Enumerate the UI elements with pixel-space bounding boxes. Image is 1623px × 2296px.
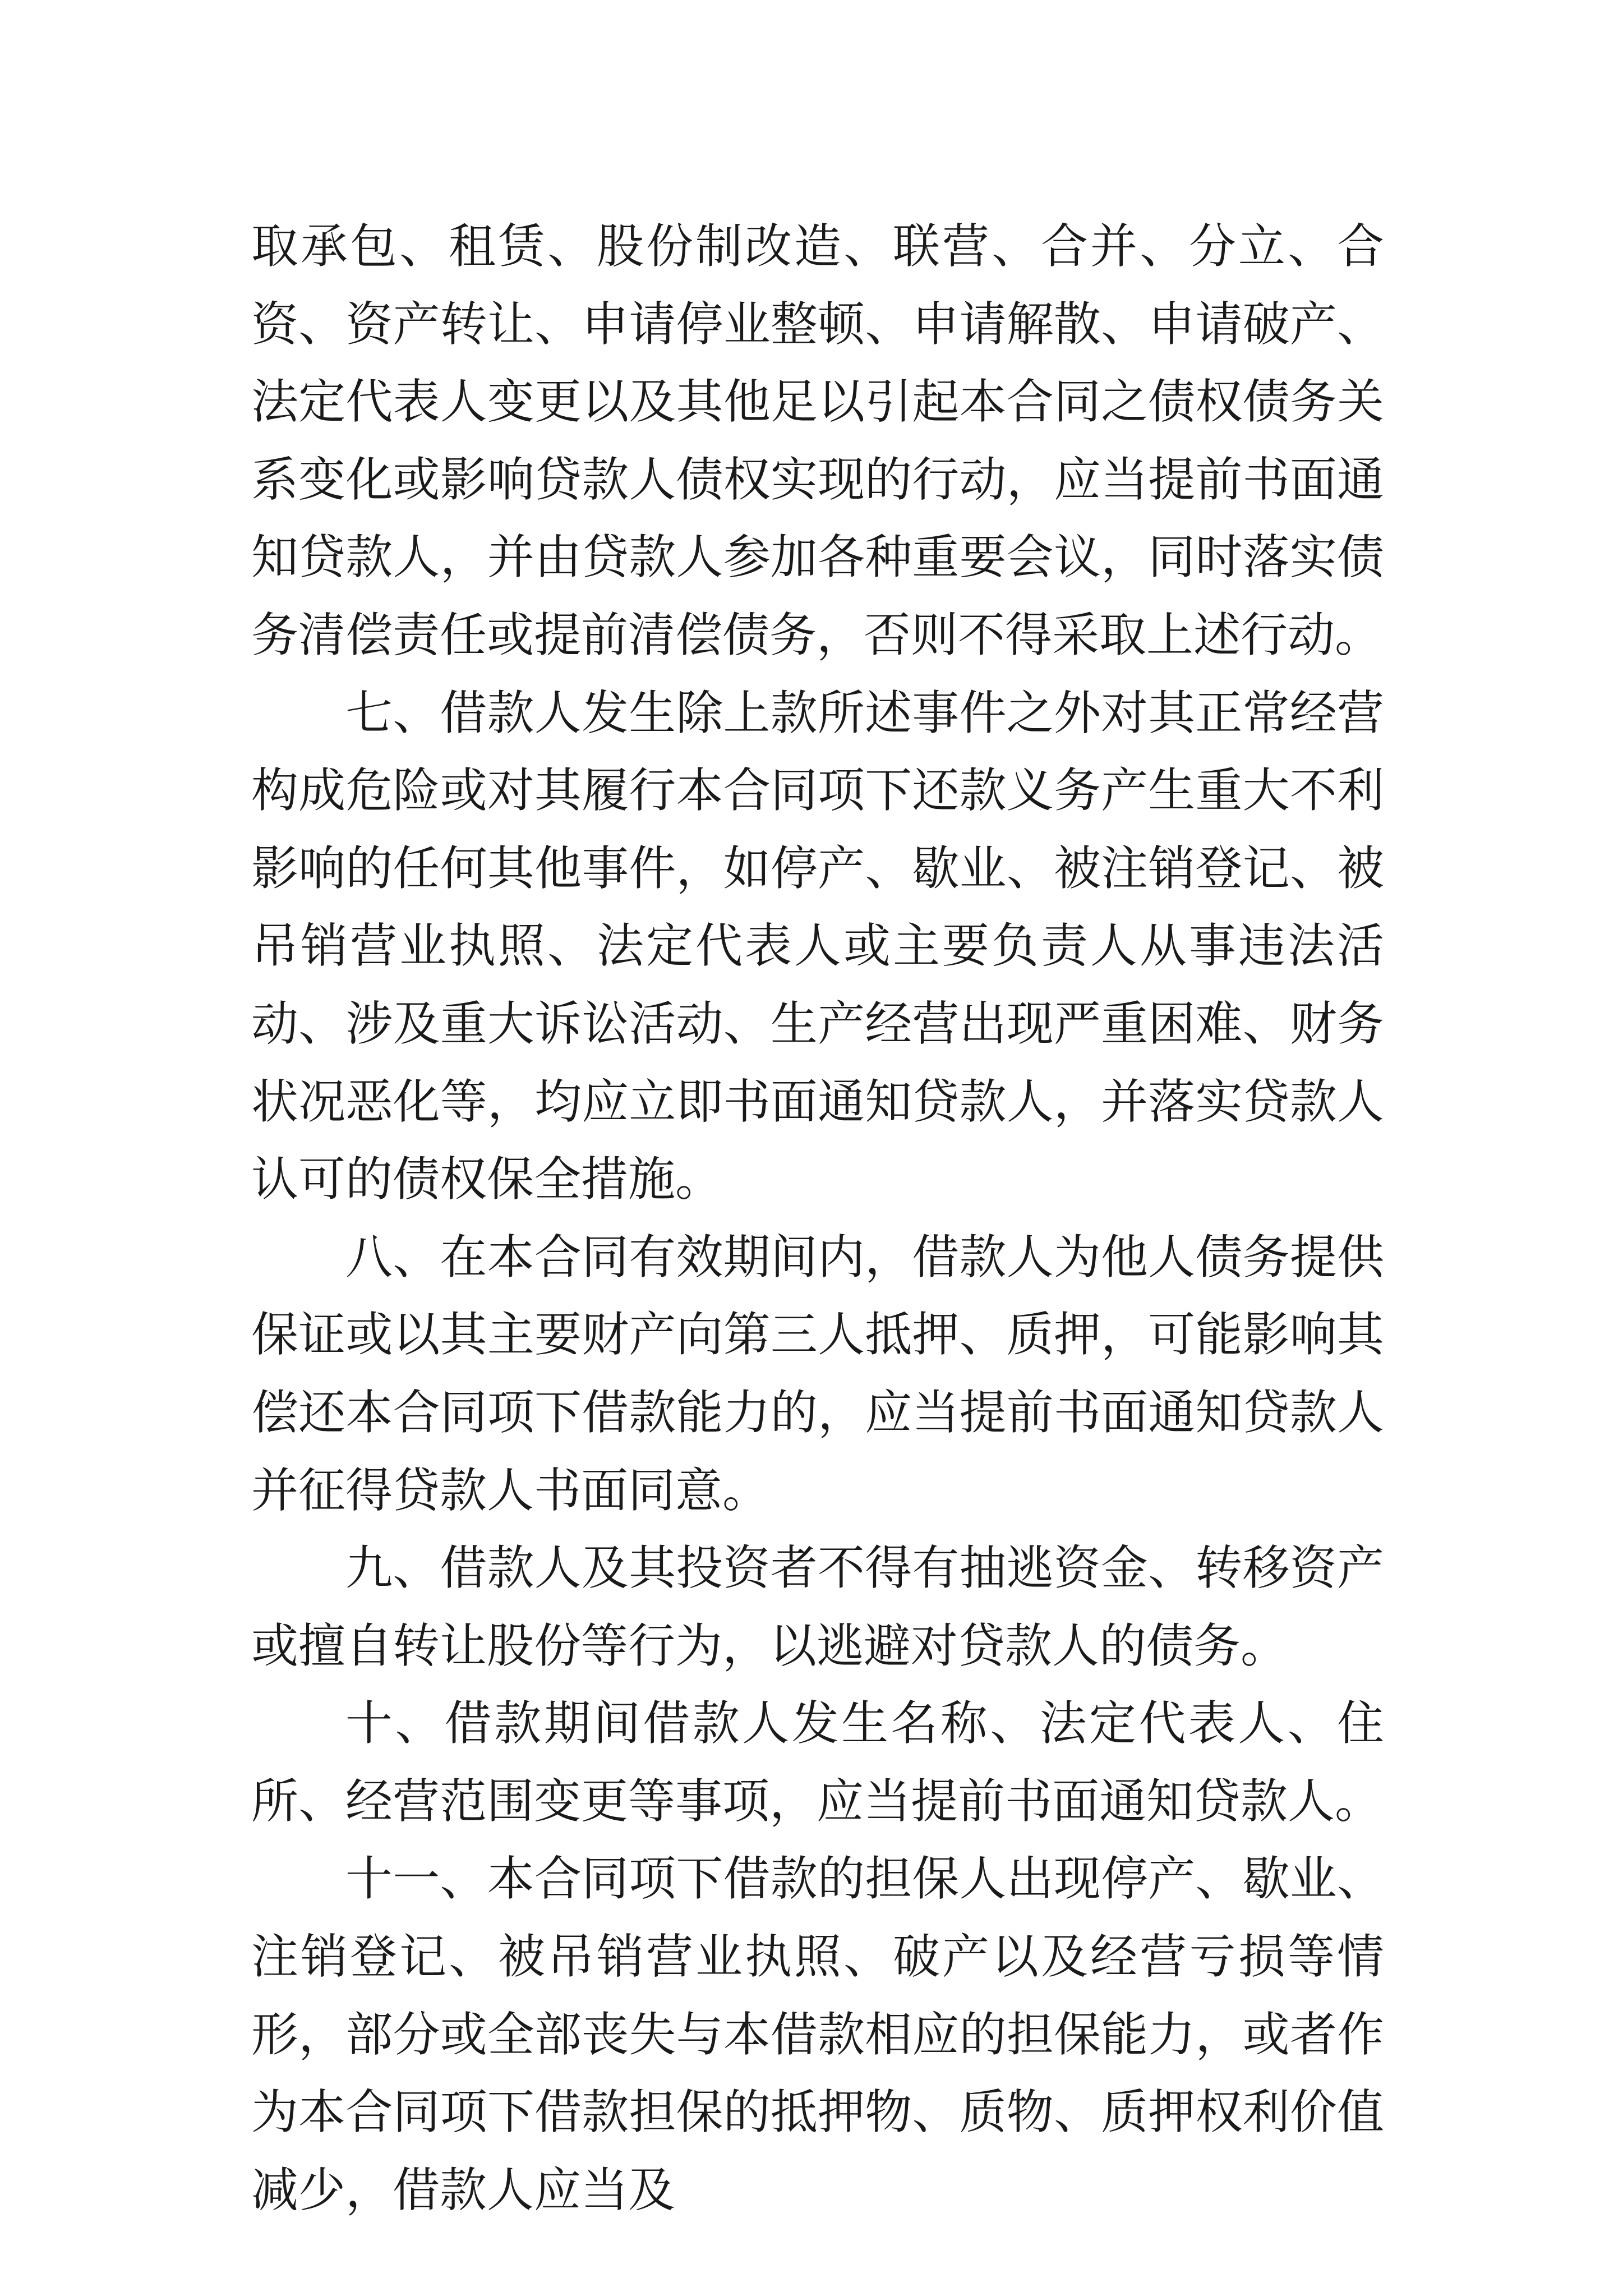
paragraph-clause-8: 八、在本合同有效期间内，借款人为他人债务提供保证或以其主要财产向第三人抵押、质押，可能影响其偿还本合同项下借款能力的，应当提前书面通知贷款人并征得贷款人书面同意。 <box>251 1229 1384 1518</box>
paragraph-clause-7: 七、借款人发生除上款所述事件之外对其正常经营构成危险或对其履行本合同项下还款义务产生重大不利影响的任何其他事件，如停产、歇业、被注销登记、被吊销营业执照、法定代表人或主要负责人从事违法活动、涉及重大诉讼活动、生产经营出现严重困难、财务状况恶化等，均应立即书面通知贷款人，并落实贷款人认可的债权保全措施。 <box>251 685 1384 1207</box>
paragraph-continuation: 取承包、租赁、股份制改造、联营、合并、分立、合资、资产转让、申请停业整顿、申请解散、申请破产、法定代表人变更以及其他足以引起本合同之债权债务关系变化或影响贷款人债权实现的行动，应当提前书面通知贷款人，并由贷款人参加各种重要会议，同时落实债务清偿责任或提前清偿债务，否则不得采取上述行动。 <box>251 219 1384 662</box>
paragraph-clause-9: 九、借款人及其投资者不得有抽逃资金、转移资产或擅自转让股份等行为，以逃避对贷款人的债务。 <box>251 1540 1384 1673</box>
paragraph-clause-11: 十一、本合同项下借款的担保人出现停产、歇业、注销登记、被吊销营业执照、破产以及经营亏损等情形，部分或全部丧失与本借款相应的担保能力，或者作为本合同项下借款担保的抵押物、质物、质押权利价值减少，借款人应当及 <box>251 1851 1384 2217</box>
document-body <box>251 208 1384 2229</box>
paragraph-clause-10: 十、借款期间借款人发生名称、法定代表人、住所、经营范围变更等事项，应当提前书面通知贷款人。 <box>251 1696 1384 1829</box>
